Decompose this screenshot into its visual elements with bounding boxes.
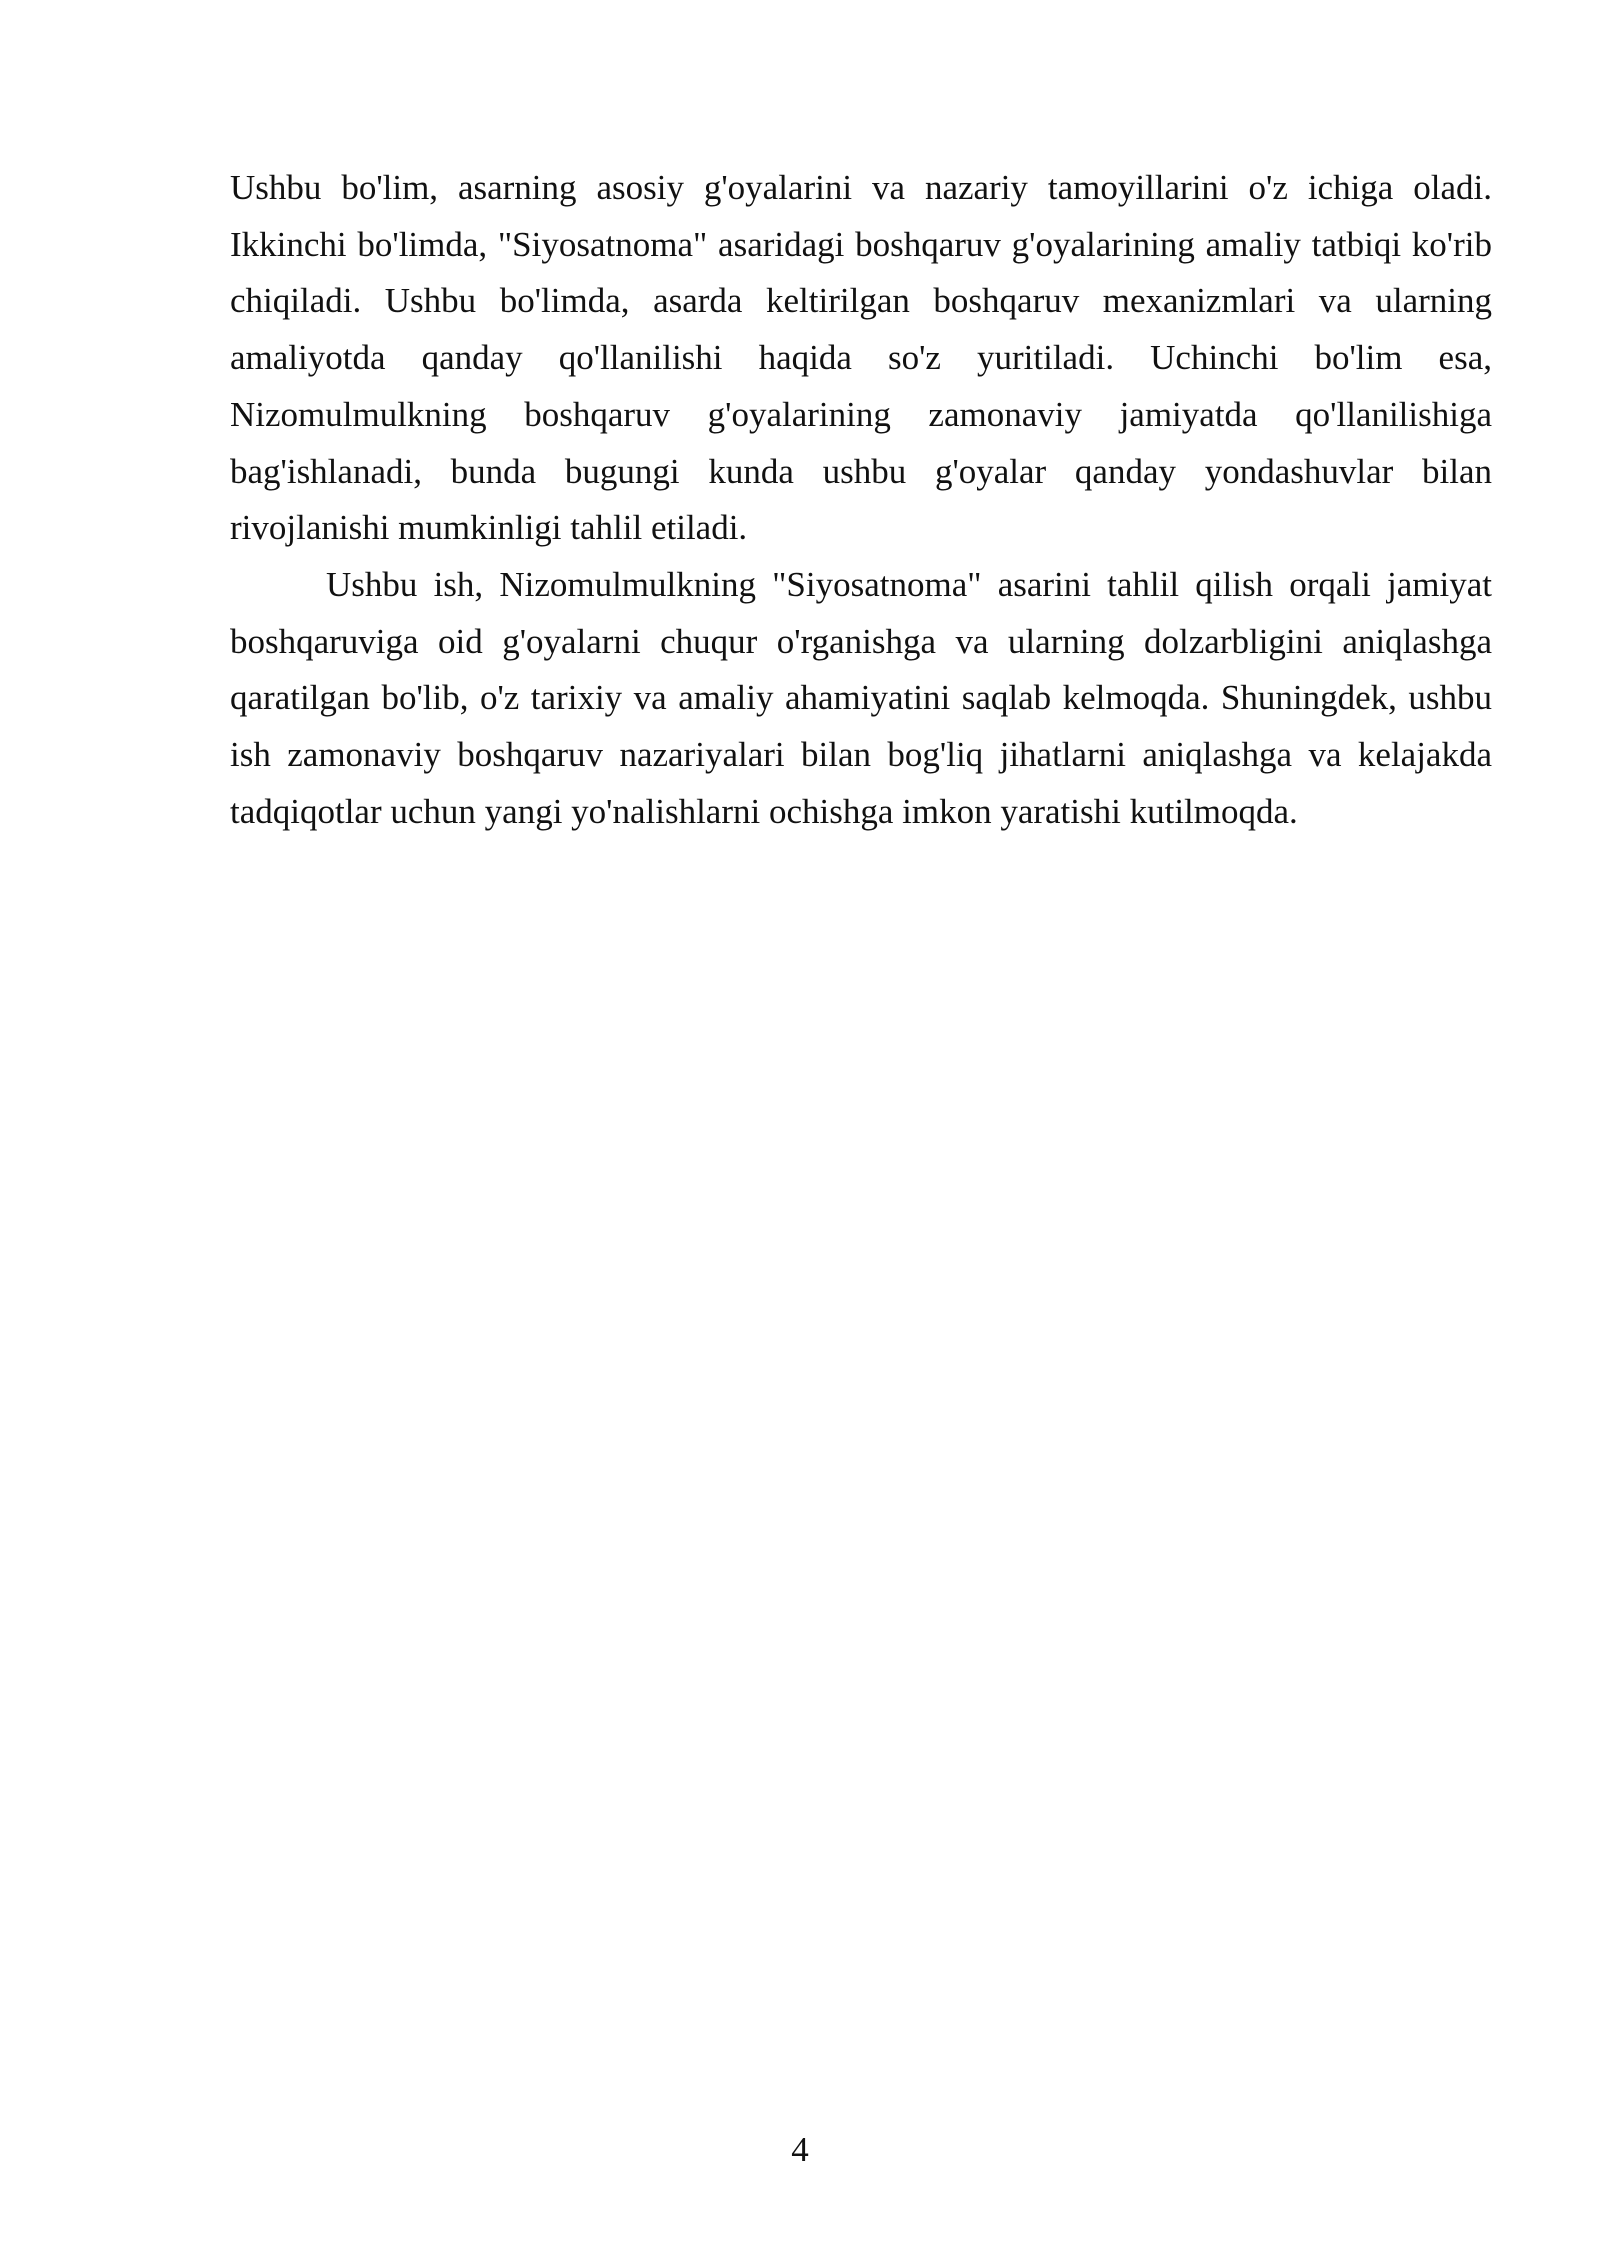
paragraph-indented: Ushbu ish, Nizomulmulkning "Siyosatnoma" asarini tahlil qilish orqali jamiyat boshqaruviga oid g'oyalarni chuqur o'rganishga va ularning dolzarbligini aniqlashga qaratilgan bo'lib, o'z tarixiy va amaliy ahamiyatini saqlab kelmoqda. Shuningdek, ushbu ish zamonaviy boshqaruv nazariyalari bilan bog'liq jihatlarni aniqlashga va kelajakda tadqiqotlar uchun yangi yo'nalishlarni ochishga imkon yaratishi kutilmoqda. xyxy=(230,564,1492,831)
body-text xyxy=(230,160,1492,840)
page-number: 4 xyxy=(791,2130,809,2169)
paragraph-continuation: Ushbu bo'lim, asarning asosiy g'oyalarini va nazariy tamoyillarini o'z ichiga oladi. Ikkinchi bo'limda, "Siyosatnoma" asaridagi boshqaruv g'oyalarining amaliy tatbiqi ko'rib chiqiladi. Ushbu bo'limda, asarda keltirilgan boshqaruv mexanizmlari va ularning amaliyotda qanday qo'llanilishi haqida so'z yuritiladi. Uchinchi bo'lim esa, Nizomulmulkning boshqaruv g'oyalarining zamonaviy jamiyatda qo'llanilishiga bag'ishlanadi, bunda bugungi kunda ushbu g'oyalar qanday yondashuvlar bilan rivojlanishi mumkinligi tahlil etiladi. xyxy=(230,168,1492,548)
